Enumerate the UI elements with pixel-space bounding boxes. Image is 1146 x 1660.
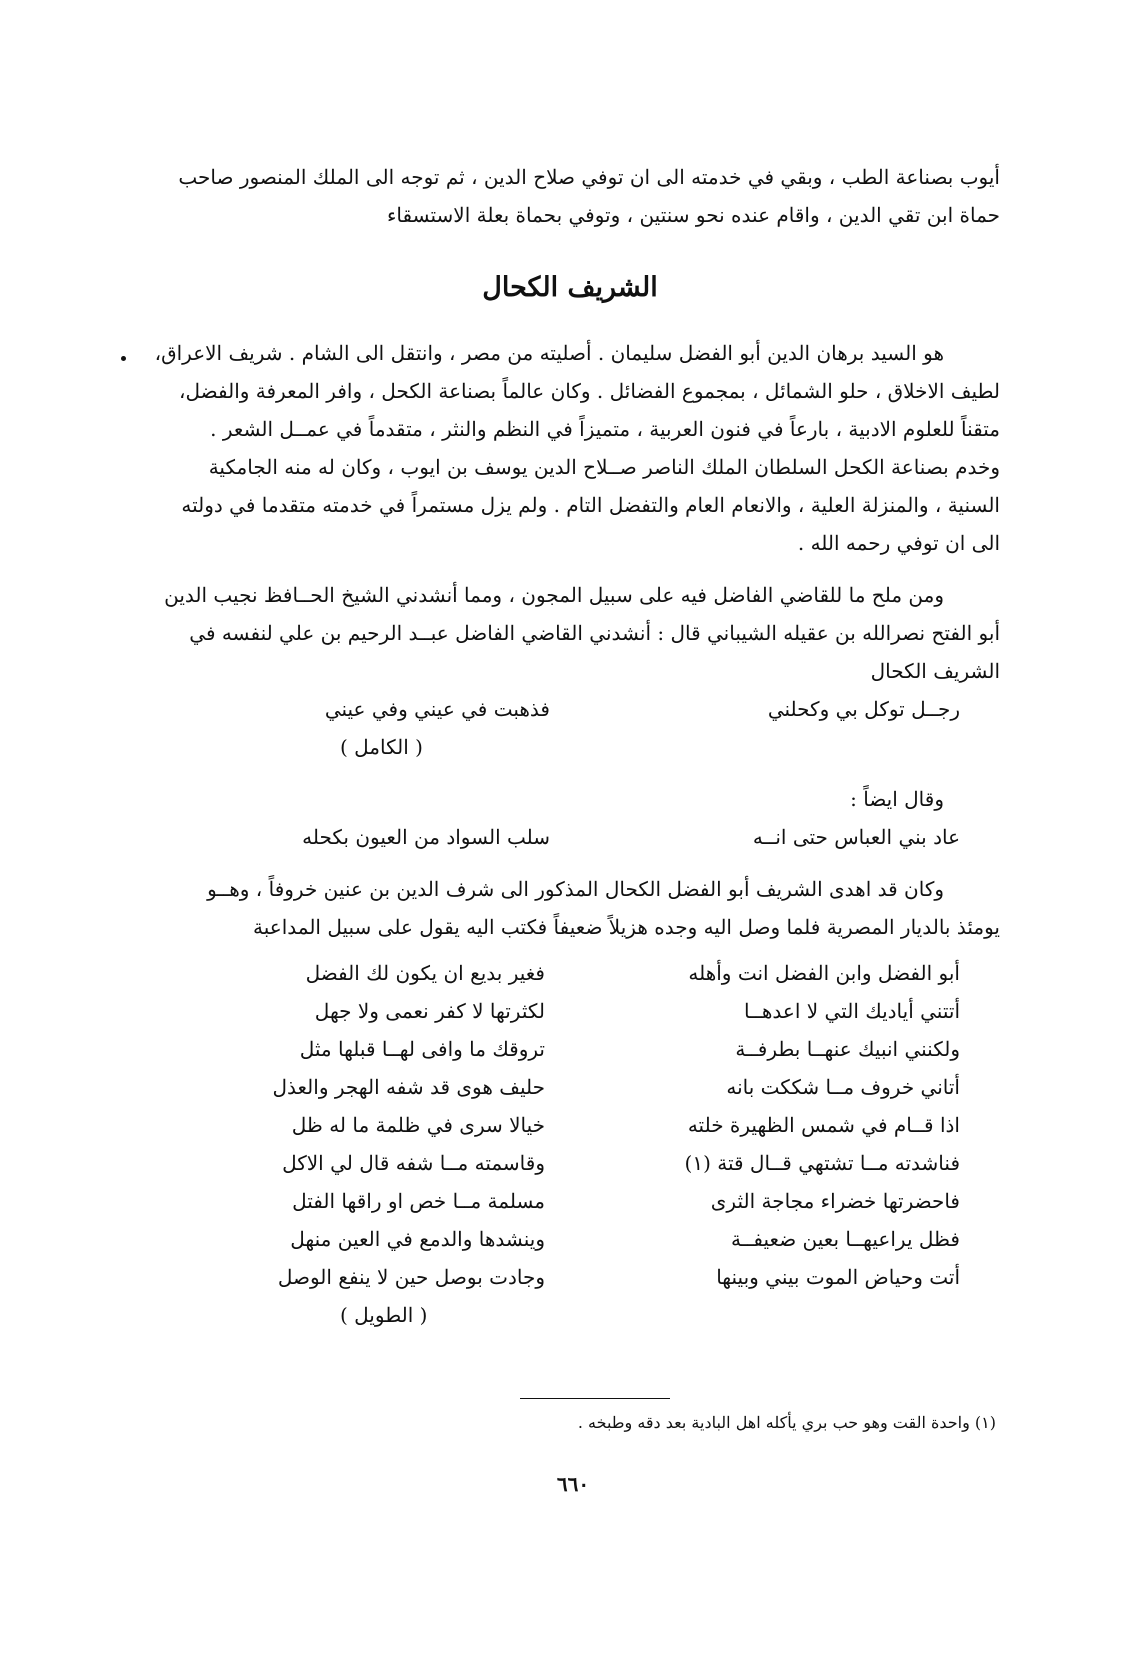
gift-paragraph: [140, 870, 1000, 946]
poem-second-hemistich: وينشدها والدمع في العين منهل: [290, 1227, 545, 1251]
poem-first-hemistich: أتتني أياديك التي لا اعدهــا: [744, 999, 960, 1023]
bio-line: السنية ، والمنزلة العلية ، والانعام العام والتفضل التام . ولم يزل مستمراً في خدمته متقدما في دولته: [181, 493, 1000, 517]
poem-first-hemistich: أتت وحياض الموت بيني وبينها: [716, 1265, 960, 1289]
verse-kamil: [140, 690, 1000, 728]
also-said-line: وقال ايضاً :: [850, 787, 944, 811]
meter-label-tawil: ( الطويل ): [340, 1303, 428, 1327]
anecdote-line: أبو الفتح نصرالله بن عقيله الشيباني قال : أنشدني القاضي الفاضل عبــد الرحيم بن علي لنفسه في: [189, 621, 1000, 645]
bio-line: وخدم بصناعة الكحل السلطان الملك الناصر صــلاح الدين يوسف بن ايوب ، وكان له منه الجامكية: [208, 455, 1000, 479]
poem-first-hemistich: فناشدته مــا تشتهي قــال قتة (١): [684, 1151, 960, 1175]
bio-line: الى ان توفي رحمه الله .: [797, 531, 1000, 555]
gift-line: وكان قد اهدى الشريف أبو الفضل الكحال المذكور الى شرف الدين بن عنين خروفاً ، وهــو: [207, 877, 944, 901]
bio-line: لطيف الاخلاق ، حلو الشمائل ، بمجموع الفضائل . وكان عالماً بصناعة الكحل ، وافر المعرفة والفضل،: [179, 379, 1000, 403]
poem-second-hemistich: فغير بديع ان يكون لك الفضل: [305, 961, 545, 985]
meter-label-kamil: ( الكامل ): [340, 735, 423, 759]
verse-abbas: [140, 818, 1000, 856]
section-heading: الشريف الكحال: [482, 272, 658, 303]
verse-first-hemistich: رجــل توكل بي وكحلني: [767, 697, 960, 721]
poem-tawil: [140, 954, 1000, 1296]
gift-line: يومئذ بالديار المصرية فلما وصل اليه وجده هزيلاً ضعيفاً فكتب اليه يقول على سبيل المداعبة: [253, 915, 1000, 939]
poem-second-hemistich: وجادت بوصل حين لا ينفع الوصل: [277, 1265, 545, 1289]
poem-second-hemistich: حليف هوى قد شفه الهجر والعذل: [272, 1075, 545, 1099]
poem-first-hemistich: أبو الفضل وابن الفضل انت وأهله: [688, 961, 960, 985]
poem-second-hemistich: خيالا سرى في ظلمة ما له ظل: [291, 1113, 545, 1137]
bio-paragraph: [140, 334, 1000, 562]
intro-paragraph: [140, 158, 1000, 234]
anecdote-paragraph: [140, 576, 1000, 690]
ink-dot: [121, 356, 126, 361]
intro-line: حماة ابن تقي الدين ، واقام عنده نحو سنتين ، وتوفي بحماة بعلة الاستسقاء: [387, 203, 1000, 227]
poem-first-hemistich: أتاني خروف مــا شككت بانه: [726, 1075, 960, 1099]
poem-second-hemistich: لكثرتها لا كفر نعمى ولا جهل: [314, 999, 545, 1023]
footnote-divider: [520, 1398, 670, 1399]
footnote: (١) واحدة القت وهو حب بري يأكله اهل البادية بعد دقه وطبخه .: [577, 1413, 996, 1432]
bio-line: متقناً للعلوم الادبية ، بارعاً في فنون العربية ، متميزاً في النظم والنثر ، متقدماً في عمــل الشعر .: [210, 417, 1000, 441]
anecdote-line: الشريف الكحال: [870, 659, 1000, 683]
poem-first-hemistich: فظل يراعيهــا بعين ضعيفــة: [730, 1227, 960, 1251]
poem-first-hemistich: اذا قــام في شمس الظهيرة خلته: [687, 1113, 960, 1137]
intro-line: أيوب بصناعة الطب ، وبقي في خدمته الى ان توفي صلاح الدين ، ثم توجه الى الملك المنصور صاحب: [178, 165, 1000, 189]
poem-first-hemistich: ولكنني انبيك عنهــا بطرفــة: [735, 1037, 960, 1061]
verse-second-hemistich: فذهبت في عيني وفي عيني: [324, 697, 550, 721]
bio-line: هو السيد برهان الدين أبو الفضل سليمان . أصليته من مصر ، وانتقل الى الشام . شريف الاعراق،: [154, 341, 944, 365]
verse-first-hemistich: عاد بني العباس حتى انــه: [752, 825, 960, 849]
poem-second-hemistich: وقاسمته مــا شفه قال لي الاكل: [282, 1151, 545, 1175]
page-number: ٦٦٠: [556, 1472, 590, 1496]
verse-second-hemistich: سلب السواد من العيون بكحله: [302, 825, 550, 849]
poem-second-hemistich: تروقك ما وافى لهــا قبلها مثل: [299, 1037, 545, 1061]
poem-second-hemistich: مسلمة مــا خص او راقها الفتل: [292, 1189, 545, 1213]
poem-first-hemistich: فاحضرتها خضراء مجاجة الثرى: [710, 1189, 960, 1213]
anecdote-line: ومن ملح ما للقاضي الفاضل فيه على سبيل المجون ، ومما أنشدني الشيخ الحــافظ نجيب الدين: [164, 583, 944, 607]
